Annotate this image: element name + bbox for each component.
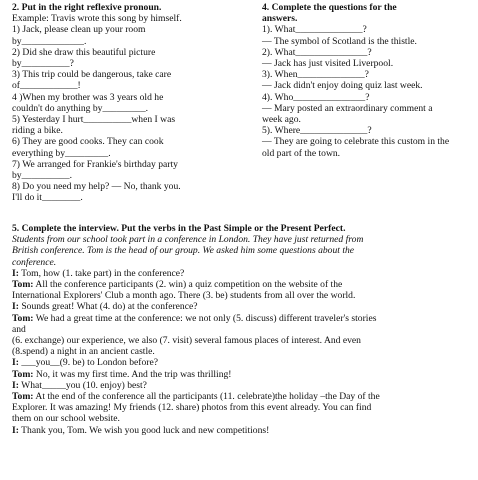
exercise-line: by__________? [12, 58, 74, 70]
dialogue-line [12, 369, 468, 380]
exercise-line: 4). Who_______________? [262, 91, 370, 103]
exercise-line: old part of the town. [262, 147, 341, 159]
exercise-line: — Jack didn't enjoy doing quiz last week. [262, 80, 423, 92]
exercise-line: conference. [12, 256, 57, 268]
dialogue-text: Explorer. It was amazing! My friends (12. share) photos from this event already. You can find [12, 402, 372, 414]
dialogue-line [12, 425, 468, 436]
section-2-items [12, 13, 252, 203]
exercise-line: 6) They are good cooks. They can cook [12, 136, 164, 148]
exercise-line: Example: Travis wrote this song by himself. [12, 13, 182, 25]
exercise-line: 3). When______________? [262, 69, 369, 81]
speaker-label: Tom: [12, 368, 34, 380]
exercise-line: couldn't do anything by_________. [12, 102, 149, 114]
speaker-label: I: [12, 301, 19, 313]
section-5-dialogue [12, 268, 468, 436]
dialogue-line [12, 313, 468, 324]
exercise-line: week ago. [262, 114, 301, 126]
exercise-line: 2) Did she draw this beautiful picture [12, 46, 156, 58]
exercise-line: — Mary posted an extraordinary comment a [262, 102, 433, 114]
dialogue-line [12, 268, 468, 279]
dialogue-text: We had a great time at the conference: we not only (5. discuss) different traveler's stories [33, 312, 377, 324]
dialogue-line [12, 413, 468, 424]
exercise-line: — Jack has just visited Liverpool. [262, 58, 394, 70]
dialogue-text: Sounds great! What (4. do) at the conference? [18, 301, 198, 313]
dialogue-line [12, 402, 468, 413]
speaker-label: I: [12, 357, 19, 369]
exercise-line: 2). What_______________? [262, 46, 372, 58]
dialogue-text: What_____you (10. enjoy) best? [18, 379, 147, 391]
dialogue-text: and [12, 323, 26, 335]
dialogue-text: them on our school website. [12, 413, 120, 425]
dialogue-text: Thank you, Tom. We wish you good luck and new competitions! [18, 424, 270, 436]
exercise-line: everything by_________. [12, 147, 111, 159]
speaker-label: Tom: [12, 391, 34, 403]
section-2-heading: 2. Put in the right reflexive pronoun. [12, 2, 162, 13]
exercise-line: 1). What______________? [262, 24, 367, 36]
dialogue-text: (8.spend) a night in an ancient castle. [12, 346, 155, 358]
dialogue-line [12, 335, 468, 346]
dialogue-line [12, 346, 468, 357]
exercise-line: British conference. Tom is the head of our group. We asked him some questions about the [12, 245, 355, 257]
speaker-label: Tom: [12, 312, 34, 324]
dialogue-text: All the conference participants (2. win) a quiz competition on the website of the [33, 279, 343, 291]
section-4-heading: 4. Complete the questions for the [262, 2, 397, 13]
section-4-items [262, 24, 472, 158]
section-5-interview [12, 223, 468, 436]
dialogue-text: International Explorers' Club a month ago. There (3. be) students from all over the world. [12, 290, 356, 302]
dialogue-line [12, 380, 468, 391]
dialogue-text: Tom, how (1. take part) in the conference? [18, 267, 185, 279]
dialogue-text: ___you__(9. be) to London before? [18, 357, 159, 369]
exercise-line: 3) This trip could be dangerous, take care [12, 69, 172, 81]
exercise-line: 1) Jack, please clean up your room [12, 24, 146, 36]
exercise-line: I'll do it________. [12, 192, 83, 204]
speaker-label: I: [12, 424, 19, 436]
dialogue-text: At the end of the conference all the participants (11. celebrate)the holiday –the Day of the [33, 391, 380, 403]
section-5-heading: 5. Complete the interview. Put the verbs in the Past Simple or the Present Perfect. [12, 223, 346, 234]
exercise-line: riding a bike. [12, 125, 63, 137]
exercise-line: 7) We arranged for Frankie's birthday party [12, 158, 178, 170]
exercise-line: 5). Where______________? [262, 125, 372, 137]
exercise-line: 4 )When my brother was 3 years old he [12, 91, 164, 103]
exercise-line: — They are going to celebrate this custom in the [262, 136, 450, 148]
dialogue-text: (6. exchange) our experience, we also (7. visit) several famous places of interest. And even [12, 335, 361, 347]
speaker-label: I: [12, 267, 19, 279]
speaker-label: I: [12, 379, 19, 391]
exercise-line: 8) Do you need my help? — No, thank you. [12, 181, 181, 193]
dialogue-line [12, 357, 468, 368]
exercise-line: by_____________. [12, 35, 87, 47]
section-5-intro [12, 234, 468, 268]
exercise-line: by__________. [12, 170, 72, 182]
dialogue-line [12, 391, 468, 402]
speaker-label: Tom: [12, 279, 34, 291]
dialogue-line [12, 279, 468, 290]
exercise-line: — The symbol of Scotland is the thistle. [262, 35, 417, 47]
dialogue-line [12, 324, 468, 335]
section-2-reflexive-pronouns [12, 2, 252, 204]
exercise-line: Students from our school took part in a conference in London. They have just returned from [12, 234, 364, 246]
dialogue-line [12, 290, 468, 301]
section-4-heading-cont: answers. [262, 13, 298, 25]
section-4-questions [262, 2, 472, 159]
exercise-line: of____________! [12, 80, 81, 92]
dialogue-text: No, it was my first time. And the trip was thrilling! [33, 368, 232, 380]
dialogue-line [12, 301, 468, 312]
exercise-line: 5) Yesterday I hurt__________when I was [12, 114, 176, 126]
